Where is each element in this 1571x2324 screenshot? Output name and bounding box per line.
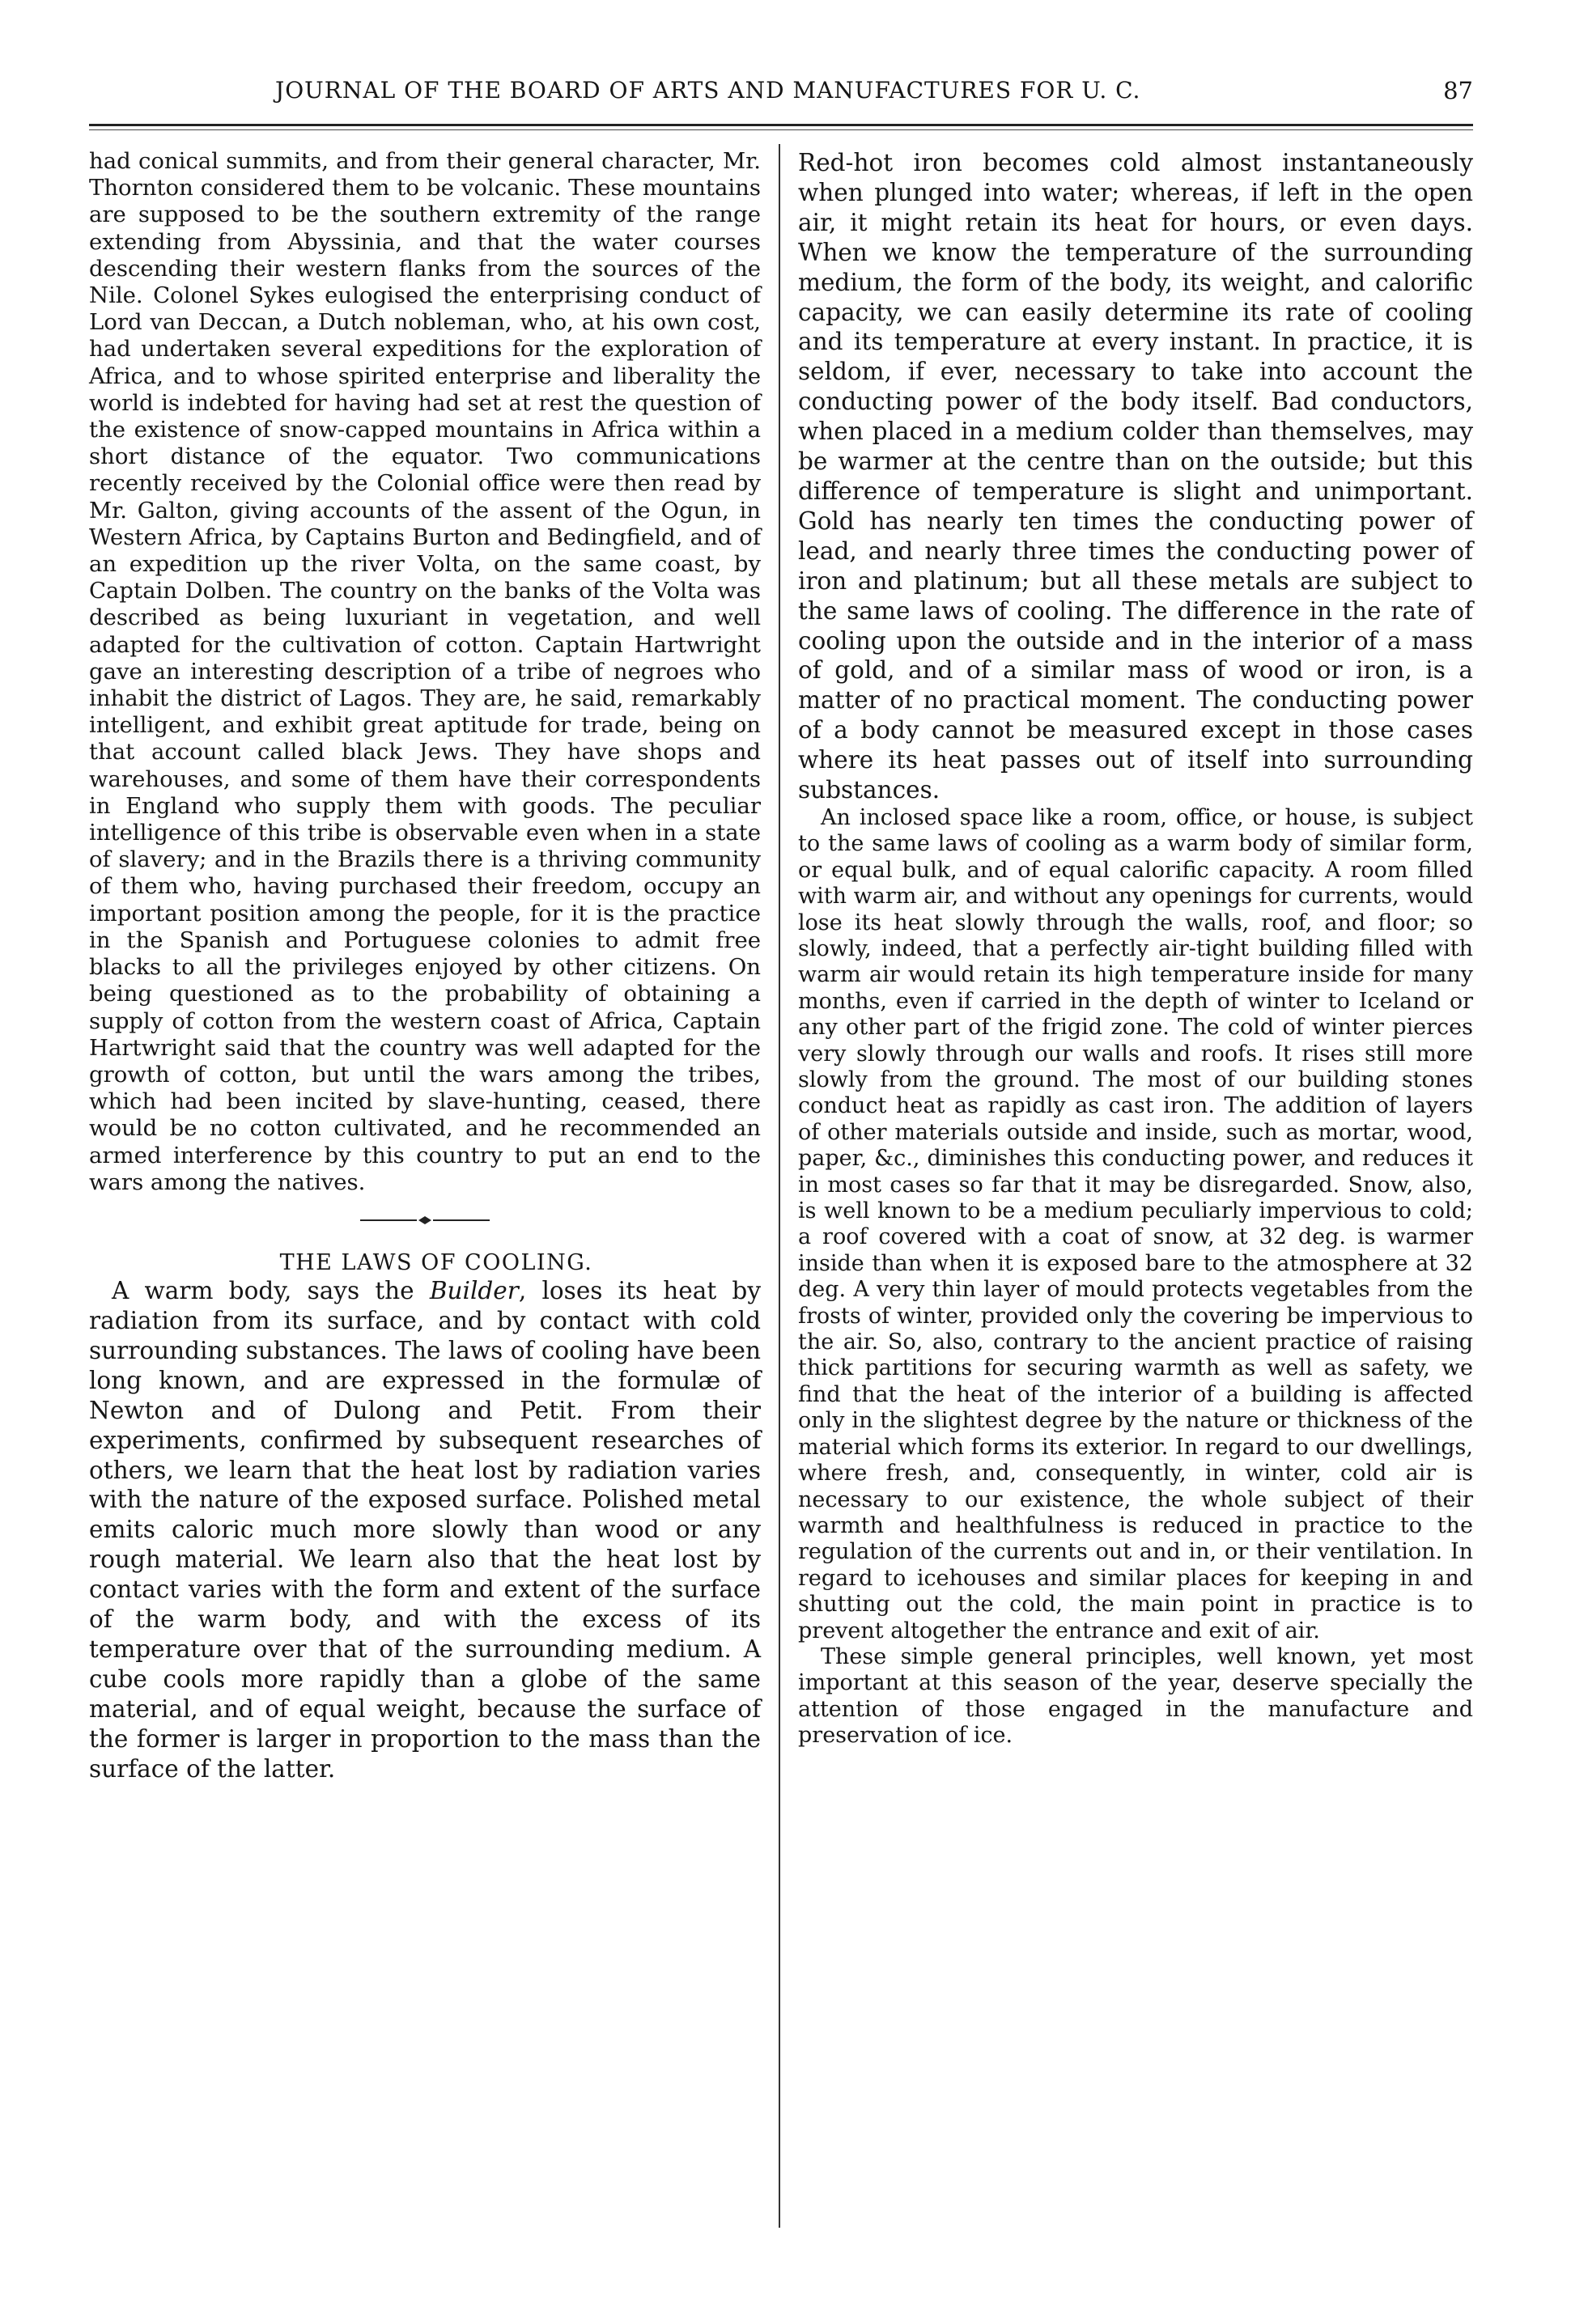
paragraph-continued: Red-hot iron becomes cold almost instantaneously when plunged into water; whereas, if left in the open air, it might retain its heat for hours, or even days. When we know the temperature of the surrounding medium, the form of the body, its weight, and calorific capacity, we can easily determine its rate of cooling and its temperature at every instant. In practice, it is seldom, if ever, necessary to take into account the conducting power of the body itself. Bad conductors, when placed in a medium colder than themselves, may be warmer at the centre than on the outside; but this difference of temperature is slight and unimportant. Gold has nearly ten times the conducting power of lead, and nearly three times the conducting power of iron and platinum; but all these metals are subject to the same laws of cooling. The difference in the rate of cooling upon the outside and in the interior of a mass of gold, and of a similar mass of wood or iron, is a matter of no practical moment. The conducting power of a body cannot be measured except in those cases where its heat passes out of itself into surrounding substances. (798, 149, 1473, 804)
running-head (89, 77, 1473, 116)
running-title: JOURNAL OF THE BOARD OF ARTS AND MANUFACTURES FOR U. C. (275, 77, 1141, 104)
paragraph-inclosed-space: An inclosed space like a room, office, or house, is subject to the same laws of cooling as a warm body of similar form, or equal bulk, and of equal calorific capacity. A room filled with warm air, and without any openings for currents, would lose its heat slowly through the walls, roof, and floor; so slowly, indeed, that a perfectly air-tight building filled with warm air would retain its high temperature inside for many months, even if carried in the depth of winter to Iceland or any other part of the frigid zone. The cold of winter pierces very slowly through our walls and roofs. It rises still more slowly from the ground. The most of our building stones conduct heat as rapidly as cast iron. The addition of layers of other materials outside and inside, such as mortar, wood, paper, &c., diminishes this conducting power, and reduces it in most cases so far that it may be disregarded. Snow, also, is well known to be a medium peculiarly impervious to cold; a roof covered with a coat of snow, at 32 deg. is warmer inside than when it is exposed bare to the atmosphere at 32 deg. A very thin layer of mould protects vegetables from the frosts of winter, provided only the covering be impervious to the air. So, also, contrary to the ancient practice of raising thick partitions for securing warmth as well as safety, we find that the heat of the interior of a building is affected only in the slightest degree by the nature or thickness of the material which forms its exterior. In regard to our dwellings, where fresh, and, consequently, in winter, cold air is necessary to our existence, the whole subject of their warmth and healthfulness is reduced in practice to the regulation of the currents out and in, or their ventilation. In regard to icehouses and similar places for keeping in and shutting out the cold, the main point in practice is to prevent altogether the entrance and exit of air. (798, 804, 1473, 1643)
left-column (89, 148, 761, 1784)
column-divider (779, 144, 780, 2228)
section-heading: THE LAWS OF COOLING. (279, 1249, 593, 1275)
section-divider-ornament (360, 1215, 490, 1225)
lead-rest: , loses its heat by radiation from its surface, and by contact with cold surrounding substances. The laws of cooling have been long known, and are expressed in the formulæ of Newton and of Dulong and Petit. From their experiments, confirmed by subsequent researches of others, we learn that the heat lost by radiation varies with the nature of the exposed surface. Polished metal emits caloric much more slowly than wood or any rough material. We learn also that the heat lost by contact varies with the form and extent of the surface of the warm body, and with the excess of its temperature over that of the surrounding medium. A cube cools more rapidly than a globe of the same material, and of equal weight, because the surface of the former is larger in proportion to the mass than the surface of the latter. (89, 1277, 761, 1783)
right-column (798, 148, 1473, 1749)
article-lead-paragraph (89, 1276, 761, 1783)
header-rule (89, 124, 1473, 126)
paragraph-conclusion: These simple general principles, well known, yet most important at this season of the year, deserve specially the attention of those engaged in the manufacture and preservation of ice. (798, 1643, 1473, 1749)
source-publication: Builder (429, 1277, 519, 1305)
header-rule-thin (89, 129, 1473, 130)
lead-start: A warm body, says the (112, 1277, 430, 1305)
page-number: 87 (1443, 77, 1473, 104)
continued-paragraph: had conical summits, and from their general character, Mr. Thornton considered them to be volcanic. These mountains are supposed to be the southern extremity of the range extending from Abyssinia, and that the water courses descending their western flanks from the sources of the Nile. Colonel Sykes eulogised the enterprising conduct of Lord van Deccan, a Dutch nobleman, who, at his own cost, had undertaken several expeditions for the exploration of Africa, and to whose spirited enterprise and liberality the world is indebted for having had set at rest the question of the existence of snow-capped mountains in Africa within a short distance of the equator. Two communications recently received by the Colonial office were then read by Mr. Galton, giving accounts of the assent of the Ogun, in Western Africa, by Captains Burton and Bedingfield, and of an expedition up the river Volta, on the same coast, by Captain Dolben. The country on the banks of the Volta was described as being luxuriant in vegetation, and well adapted for the cultivation of cotton. Captain Hartwright gave an interesting description of a tribe of negroes who inhabit the district of Lagos. They are, he said, remarkably intelligent, and exhibit great aptitude for trade, being on that account called black Jews. They have shops and warehouses, and some of them have their correspondents in England who supply them with goods. The peculiar intelligence of this tribe is observable even when in a state of slavery; and in the Brazils there is a thriving community of them who, having purchased their freedom, occupy an important position among the people, for it is the practice in the Spanish and Portuguese colonies to admit free blacks to all the privileges enjoyed by other citizens. On being questioned as to the probability of obtaining a supply of cotton from the western coast of Africa, Captain Hartwright said that the country was well adapted for the growth of cotton, but until the wars among the tribes, which had been incited by slave-hunting, ceased, there would be no cotton cultivated, and he recommended an armed interference by this country to put an end to the wars among the natives. (89, 148, 761, 1195)
